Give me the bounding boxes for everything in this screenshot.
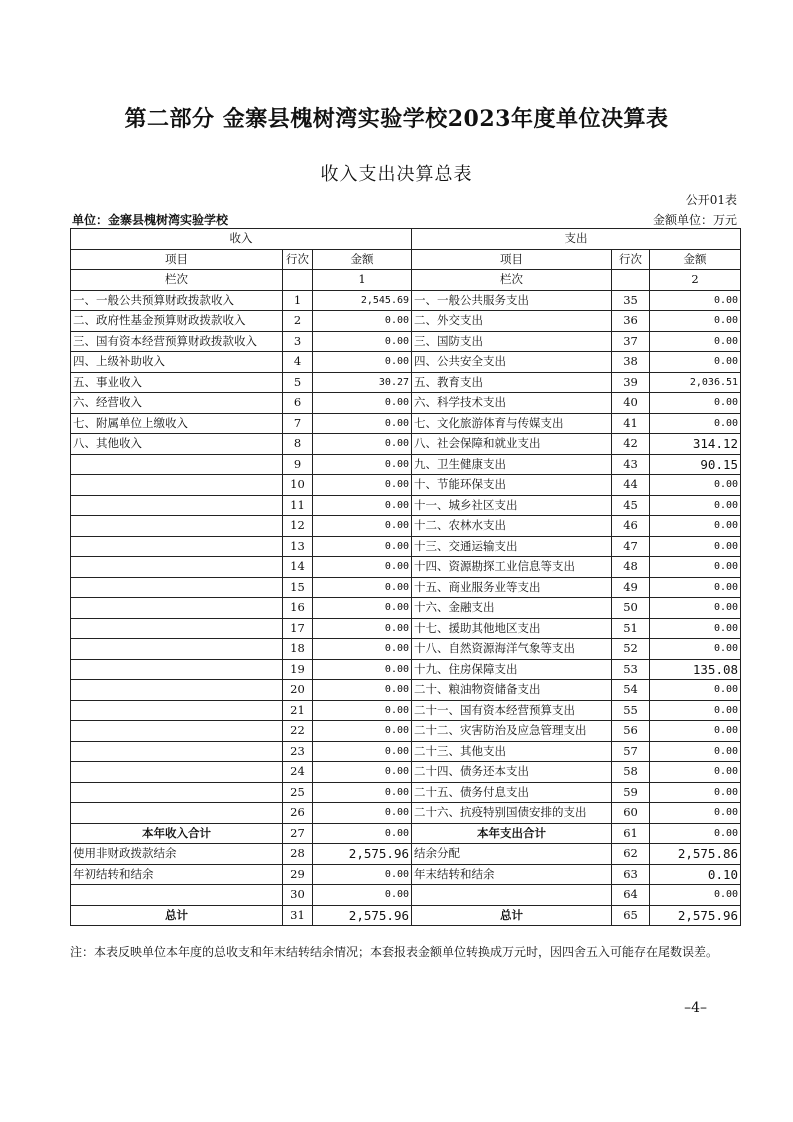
income-item	[71, 680, 283, 701]
expense-row-number: 54	[612, 680, 650, 701]
income-item	[71, 762, 283, 783]
income-amount: 0.00	[313, 823, 412, 844]
expense-item: 结余分配	[412, 844, 612, 865]
expense-amount: 90.15	[650, 454, 741, 475]
income-amount: 0.00	[313, 598, 412, 619]
income-row-number: 7	[283, 413, 313, 434]
table-row	[71, 577, 741, 598]
table-row	[71, 844, 741, 865]
income-row-number: 18	[283, 639, 313, 660]
income-amount: 0.00	[313, 393, 412, 414]
expense-amount: 0.00	[650, 639, 741, 660]
expense-amount: 0.00	[650, 618, 741, 639]
income-item	[71, 721, 283, 742]
income-amount: 30.27	[313, 372, 412, 393]
expense-amount: 0.00	[650, 516, 741, 537]
expense-amount: 2,575.96	[650, 905, 741, 926]
expense-item: 十二、农林水支出	[412, 516, 612, 537]
income-item	[71, 577, 283, 598]
table-row	[71, 782, 741, 803]
expense-item: 二十二、灾害防治及应急管理支出	[412, 721, 612, 742]
income-row-number: 5	[283, 372, 313, 393]
income-row-number: 16	[283, 598, 313, 619]
expense-amount: 0.00	[650, 475, 741, 496]
expense-row-number: 45	[612, 495, 650, 516]
income-amount: 0.00	[313, 680, 412, 701]
income-row-number: 15	[283, 577, 313, 598]
expense-item: 五、教育支出	[412, 372, 612, 393]
expense-item: 十七、援助其他地区支出	[412, 618, 612, 639]
income-amount: 0.00	[313, 782, 412, 803]
income-row-number: 13	[283, 536, 313, 557]
expense-item: 七、文化旅游体育与传媒支出	[412, 413, 612, 434]
expense-row-number: 48	[612, 557, 650, 578]
expense-item: 十六、金融支出	[412, 598, 612, 619]
income-row-number: 23	[283, 741, 313, 762]
income-amount: 0.00	[313, 475, 412, 496]
income-amount: 2,545.69	[313, 290, 412, 311]
income-row-number: 3	[283, 331, 313, 352]
expense-row-number: 35	[612, 290, 650, 311]
income-item: 七、附属单位上缴收入	[71, 413, 283, 434]
expense-amount: 0.00	[650, 762, 741, 783]
income-item: 三、国有资本经营预算财政拨款收入	[71, 331, 283, 352]
income-item: 一、一般公共预算财政拨款收入	[71, 290, 283, 311]
table-row	[71, 413, 741, 434]
income-row-number: 31	[283, 905, 313, 926]
table-row	[71, 495, 741, 516]
expense-row-number: 63	[612, 864, 650, 885]
income-row-number: 22	[283, 721, 313, 742]
expense-item: 十三、交通运输支出	[412, 536, 612, 557]
income-item	[71, 454, 283, 475]
expense-row-number: 64	[612, 885, 650, 906]
income-row-number: 24	[283, 762, 313, 783]
expense-amount: 0.00	[650, 741, 741, 762]
expense-item: 二十三、其他支出	[412, 741, 612, 762]
income-amount: 0.00	[313, 659, 412, 680]
expense-row-number: 62	[612, 844, 650, 865]
expense-row-number: 36	[612, 311, 650, 332]
expense-item: 三、国防支出	[412, 331, 612, 352]
expense-amount: 0.00	[650, 352, 741, 373]
income-amount: 2,575.96	[313, 905, 412, 926]
income-item: 四、上级补助收入	[71, 352, 283, 373]
expense-column-label: 栏次	[412, 270, 612, 291]
table-row	[71, 352, 741, 373]
money-unit-label: 金额单位：万元	[652, 213, 737, 227]
expense-item: 十九、住房保障支出	[412, 659, 612, 680]
income-item: 年初结转和结余	[71, 864, 283, 885]
expense-item: 二十、粮油物资储备支出	[412, 680, 612, 701]
table-row	[71, 680, 741, 701]
expense-row-number: 38	[612, 352, 650, 373]
expense-item: 二十四、债务还本支出	[412, 762, 612, 783]
table-row	[71, 454, 741, 475]
expense-item: 十一、城乡社区支出	[412, 495, 612, 516]
expense-amount: 0.00	[650, 721, 741, 742]
table-row	[71, 700, 741, 721]
income-row-number: 21	[283, 700, 313, 721]
income-amount: 0.00	[313, 413, 412, 434]
footnote: 注：本表反映单位本年度的总收支和年末结转结余情况；本套报表金额单位转换成万元时，因四舍五入可能存在尾数误差。	[70, 945, 719, 959]
income-item-header: 项目	[71, 249, 283, 270]
income-amount: 0.00	[313, 721, 412, 742]
table-row	[71, 557, 741, 578]
expense-row-number: 58	[612, 762, 650, 783]
expense-row-number: 49	[612, 577, 650, 598]
expense-item: 二十一、国有资本经营预算支出	[412, 700, 612, 721]
expense-header: 支出	[412, 229, 741, 250]
table-row	[71, 618, 741, 639]
expense-row-number: 60	[612, 803, 650, 824]
expense-row-number: 46	[612, 516, 650, 537]
income-amount: 0.00	[313, 803, 412, 824]
income-row-number: 25	[283, 782, 313, 803]
income-amount: 0.00	[313, 864, 412, 885]
income-item	[71, 659, 283, 680]
income-item	[71, 885, 283, 906]
expense-amount: 2,575.86	[650, 844, 741, 865]
expense-item: 六、科学技术支出	[412, 393, 612, 414]
income-row-number: 28	[283, 844, 313, 865]
table-row	[71, 393, 741, 414]
header-row-columns	[71, 249, 741, 270]
income-row-number: 17	[283, 618, 313, 639]
expense-amount: 314.12	[650, 434, 741, 455]
expense-amount: 0.00	[650, 885, 741, 906]
expense-row-number: 43	[612, 454, 650, 475]
income-amount: 0.00	[313, 352, 412, 373]
expense-amount: 0.10	[650, 864, 741, 885]
expense-amount: 0.00	[650, 598, 741, 619]
expense-row-number: 44	[612, 475, 650, 496]
income-row-number: 20	[283, 680, 313, 701]
income-amount: 0.00	[313, 741, 412, 762]
table-row	[71, 372, 741, 393]
expense-item: 二十六、抗疫特别国债安排的支出	[412, 803, 612, 824]
income-row-number: 29	[283, 864, 313, 885]
income-rowno-header: 行次	[283, 249, 313, 270]
income-column-label: 栏次	[71, 270, 283, 291]
income-amount: 0.00	[313, 618, 412, 639]
income-amount: 0.00	[313, 700, 412, 721]
income-row-number: 19	[283, 659, 313, 680]
income-item: 本年收入合计	[71, 823, 283, 844]
income-row-number: 2	[283, 311, 313, 332]
expense-item: 十、节能环保支出	[412, 475, 612, 496]
expense-amount: 0.00	[650, 495, 741, 516]
income-item	[71, 618, 283, 639]
expense-item: 本年支出合计	[412, 823, 612, 844]
table-row	[71, 475, 741, 496]
table-row	[71, 741, 741, 762]
income-item	[71, 598, 283, 619]
expense-amount: 0.00	[650, 413, 741, 434]
income-item: 五、事业收入	[71, 372, 283, 393]
income-amount: 2,575.96	[313, 844, 412, 865]
header-row-colnum	[71, 270, 741, 291]
expense-item: 一、一般公共服务支出	[412, 290, 612, 311]
income-amount: 0.00	[313, 331, 412, 352]
expense-amount: 0.00	[650, 311, 741, 332]
income-row-number: 27	[283, 823, 313, 844]
expense-item: 八、社会保障和就业支出	[412, 434, 612, 455]
income-item	[71, 741, 283, 762]
expense-row-number: 65	[612, 905, 650, 926]
income-amount: 0.00	[313, 516, 412, 537]
expense-item: 十八、自然资源海洋气象等支出	[412, 639, 612, 660]
expense-row-number: 50	[612, 598, 650, 619]
income-item	[71, 557, 283, 578]
expense-amount: 0.00	[650, 290, 741, 311]
income-amount: 0.00	[313, 454, 412, 475]
expense-row-number: 55	[612, 700, 650, 721]
income-item: 总计	[71, 905, 283, 926]
budget-table	[70, 228, 741, 926]
table-subtitle: 收入支出决算总表	[320, 164, 473, 185]
income-item: 六、经营收入	[71, 393, 283, 414]
income-amount: 0.00	[313, 434, 412, 455]
expense-amount: 0.00	[650, 700, 741, 721]
income-item	[71, 495, 283, 516]
table-row	[71, 516, 741, 537]
form-number: 公开01表	[685, 193, 737, 207]
expense-row-number: 37	[612, 331, 650, 352]
income-amount: 0.00	[313, 885, 412, 906]
expense-amount: 0.00	[650, 782, 741, 803]
income-item	[71, 516, 283, 537]
header-row-section	[71, 229, 741, 250]
expense-amount: 0.00	[650, 557, 741, 578]
expense-row-number: 61	[612, 823, 650, 844]
income-item: 使用非财政拨款结余	[71, 844, 283, 865]
table-row	[71, 639, 741, 660]
expense-row-number: 57	[612, 741, 650, 762]
expense-item: 十五、商业服务业等支出	[412, 577, 612, 598]
expense-amount: 0.00	[650, 331, 741, 352]
income-row-number: 6	[283, 393, 313, 414]
table-row	[71, 803, 741, 824]
expense-amount: 135.08	[650, 659, 741, 680]
income-header: 收入	[71, 229, 412, 250]
page-number: –4–	[684, 1000, 707, 1016]
table-row	[71, 311, 741, 332]
expense-rowno-header: 行次	[612, 249, 650, 270]
expense-row-number: 52	[612, 639, 650, 660]
expense-item-header: 项目	[412, 249, 612, 270]
income-item: 二、政府性基金预算财政拨款收入	[71, 311, 283, 332]
expense-item: 总计	[412, 905, 612, 926]
table-row	[71, 290, 741, 311]
income-row-number: 1	[283, 290, 313, 311]
expense-column-number: 2	[650, 270, 741, 291]
expense-item: 九、卫生健康支出	[412, 454, 612, 475]
expense-item	[412, 885, 612, 906]
page-title: 第二部分 金寨县槐树湾实验学校2023年度单位决算表	[124, 106, 669, 132]
table-row	[71, 905, 741, 926]
income-item	[71, 803, 283, 824]
income-row-number: 8	[283, 434, 313, 455]
expense-item: 四、公共安全支出	[412, 352, 612, 373]
income-amount: 0.00	[313, 311, 412, 332]
expense-amount: 0.00	[650, 577, 741, 598]
expense-row-number: 40	[612, 393, 650, 414]
expense-row-number: 39	[612, 372, 650, 393]
income-amount: 0.00	[313, 495, 412, 516]
income-row-number: 4	[283, 352, 313, 373]
expense-row-number: 51	[612, 618, 650, 639]
income-amount: 0.00	[313, 639, 412, 660]
income-amount: 0.00	[313, 557, 412, 578]
expense-amount: 0.00	[650, 803, 741, 824]
expense-item: 十四、资源勘探工业信息等支出	[412, 557, 612, 578]
empty-cell	[612, 270, 650, 291]
empty-cell	[283, 270, 313, 291]
expense-amount: 0.00	[650, 680, 741, 701]
table-row	[71, 331, 741, 352]
expense-row-number: 47	[612, 536, 650, 557]
income-row-number: 12	[283, 516, 313, 537]
table-row	[71, 721, 741, 742]
table-row	[71, 823, 741, 844]
expense-amount: 0.00	[650, 823, 741, 844]
expense-amount: 2,036.51	[650, 372, 741, 393]
table-row	[71, 536, 741, 557]
income-item	[71, 639, 283, 660]
income-row-number: 30	[283, 885, 313, 906]
income-item	[71, 475, 283, 496]
table-row	[71, 885, 741, 906]
income-amount-header: 金额	[313, 249, 412, 270]
income-column-number: 1	[313, 270, 412, 291]
table-row	[71, 434, 741, 455]
income-item	[71, 700, 283, 721]
table-row	[71, 659, 741, 680]
expense-item: 二十五、债务付息支出	[412, 782, 612, 803]
table-row	[71, 864, 741, 885]
income-item	[71, 536, 283, 557]
expense-amount-header: 金额	[650, 249, 741, 270]
expense-row-number: 53	[612, 659, 650, 680]
expense-row-number: 56	[612, 721, 650, 742]
expense-amount: 0.00	[650, 393, 741, 414]
expense-item: 二、外交支出	[412, 311, 612, 332]
expense-amount: 0.00	[650, 536, 741, 557]
unit-label: 单位：金寨县槐树湾实验学校	[72, 213, 229, 227]
expense-row-number: 59	[612, 782, 650, 803]
table-row	[71, 598, 741, 619]
income-item: 八、其他收入	[71, 434, 283, 455]
income-row-number: 14	[283, 557, 313, 578]
income-amount: 0.00	[313, 536, 412, 557]
income-item	[71, 782, 283, 803]
table-row	[71, 762, 741, 783]
income-amount: 0.00	[313, 762, 412, 783]
income-row-number: 26	[283, 803, 313, 824]
expense-row-number: 41	[612, 413, 650, 434]
income-row-number: 10	[283, 475, 313, 496]
income-amount: 0.00	[313, 577, 412, 598]
income-row-number: 9	[283, 454, 313, 475]
expense-row-number: 42	[612, 434, 650, 455]
income-row-number: 11	[283, 495, 313, 516]
expense-item: 年末结转和结余	[412, 864, 612, 885]
